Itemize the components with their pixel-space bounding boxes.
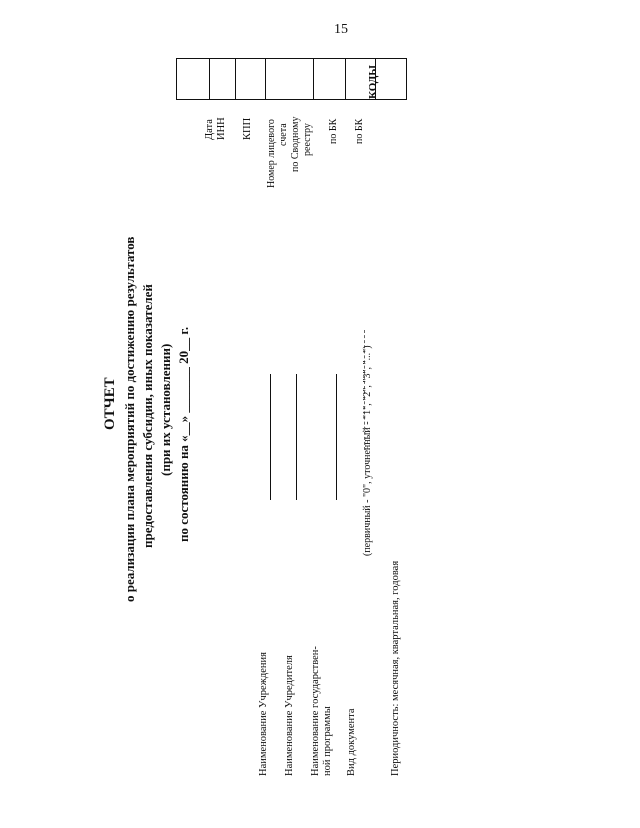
page-number: 15 (334, 22, 348, 37)
report-date: по состоянию на «__» _______ 20__ г. (176, 326, 191, 542)
codes-table (176, 58, 407, 100)
code-label-account-4: реестру (302, 123, 313, 156)
code-label-account-2: счета (278, 123, 289, 146)
program-line (336, 374, 337, 500)
periodicity-label: Периодичность: месячная, квартальная, годовая (390, 560, 401, 776)
code-label-inn: ИНН (216, 117, 227, 140)
doc-type-label: Вид документа (346, 708, 357, 776)
report-subtitle-2: предоставления субсидии, иных показателей (140, 284, 155, 548)
code-label-bk1: по БК (328, 118, 339, 144)
program-label-2: ной программы (322, 706, 333, 776)
code-label-account-1: Номер лицевого (266, 119, 277, 188)
founder-line (296, 374, 297, 500)
code-label-date: Дата (204, 119, 215, 140)
codes-header: КОДЫ (367, 64, 379, 99)
program-label-1: Наименование государствен- (310, 646, 321, 776)
institution-label: Наименование Учреждения (258, 652, 269, 776)
code-label-account-3: по Сводному (290, 116, 301, 172)
report-subtitle-1: о реализации плана мероприятий по достижению результатов (122, 236, 137, 602)
report-subtitle-3: (при их установлении) (158, 343, 173, 476)
doc-type-hint: (первичный - "0", уточненный - "1", "2", "3", "...") (362, 345, 373, 556)
report-title: ОТЧЕТ (102, 377, 118, 430)
institution-line (270, 374, 271, 500)
founder-label: Наименование Учредителя (284, 655, 295, 776)
code-label-bk2: по БК (354, 118, 365, 144)
code-label-kpp: КПП (242, 117, 253, 140)
